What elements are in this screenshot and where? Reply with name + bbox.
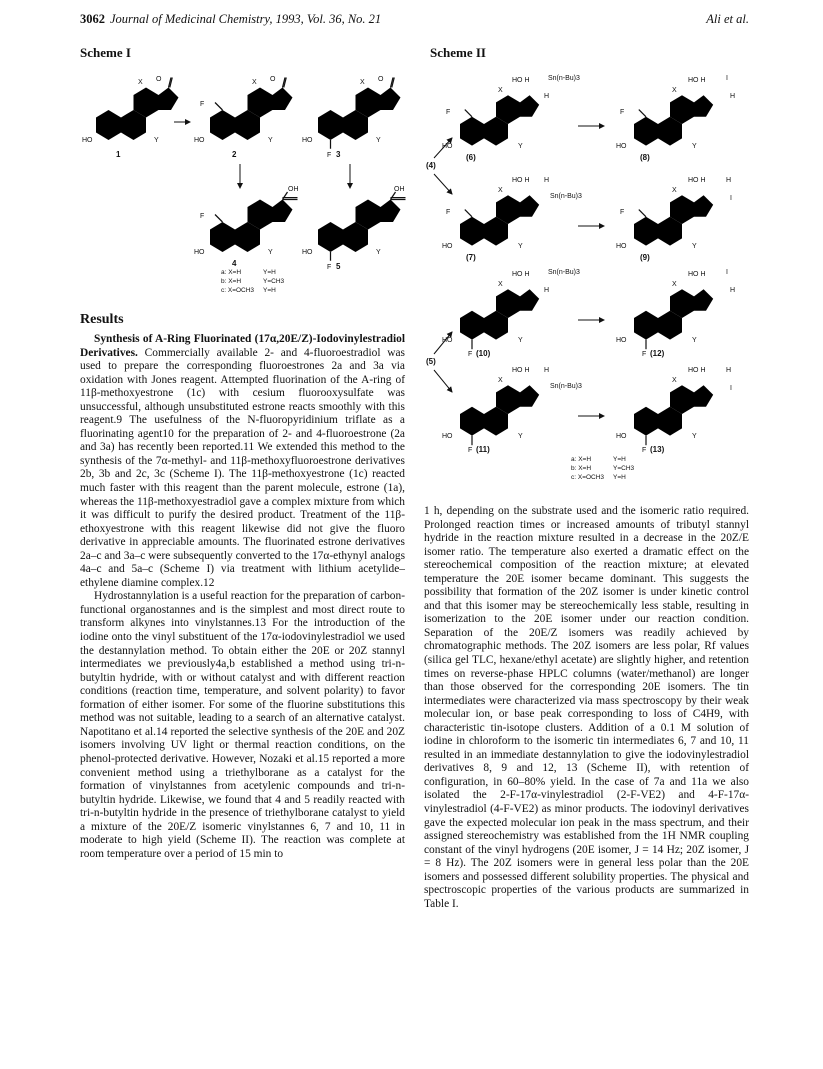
label-i: I bbox=[730, 385, 732, 392]
label-i: I bbox=[726, 269, 728, 276]
label-y: Y bbox=[692, 433, 697, 440]
label-y: Y bbox=[518, 337, 523, 344]
label-sn: Sn(n-Bu)3 bbox=[548, 75, 580, 82]
label-y: Y bbox=[518, 243, 523, 250]
starting-5: (5) bbox=[426, 357, 436, 366]
scheme-1-title: Scheme I bbox=[80, 45, 131, 60]
label-f: F bbox=[327, 264, 332, 271]
label-hoh: HO H bbox=[512, 271, 530, 278]
label-y: Y bbox=[376, 249, 381, 256]
left-column bbox=[80, 333, 405, 861]
scheme-2-legend bbox=[571, 455, 634, 482]
label-f: F bbox=[642, 447, 647, 454]
label-x: X bbox=[360, 79, 365, 86]
label-hoh: HO H bbox=[512, 367, 530, 374]
legend-row: b: X=H Y=CH3 bbox=[571, 465, 635, 472]
label-h: H bbox=[544, 93, 550, 100]
label-x: X bbox=[498, 87, 503, 94]
legend-row: a: X=H Y=H bbox=[571, 456, 626, 463]
results-heading: Results bbox=[80, 312, 124, 327]
running-header bbox=[80, 8, 749, 30]
label-ho: HO bbox=[302, 137, 313, 144]
label-x: X bbox=[672, 377, 677, 384]
intermediate-6: (6) bbox=[466, 153, 476, 162]
label-o: O bbox=[270, 76, 276, 83]
label-ho: HO bbox=[442, 433, 453, 440]
label-f: F bbox=[200, 213, 205, 220]
label-y: Y bbox=[154, 137, 159, 144]
label-f: F bbox=[446, 109, 451, 116]
label-h: H bbox=[730, 287, 736, 294]
label-y: Y bbox=[268, 137, 273, 144]
label-i: I bbox=[726, 75, 728, 82]
label-f: F bbox=[200, 101, 205, 108]
label-f: F bbox=[446, 209, 451, 216]
label-y: Y bbox=[692, 243, 697, 250]
scheme-1-diagram bbox=[82, 60, 412, 271]
label-f: F bbox=[620, 109, 625, 116]
right-column bbox=[424, 505, 749, 911]
product-13: (13) bbox=[650, 445, 665, 454]
label-oh: OH bbox=[288, 186, 299, 193]
legend-row: c: X=OCH3 Y=H bbox=[571, 474, 626, 481]
label-h: H bbox=[726, 177, 732, 184]
compound-3: 3 bbox=[336, 150, 341, 159]
label-ho: HO bbox=[302, 249, 313, 256]
label-ho: HO bbox=[194, 249, 205, 256]
legend-row: c: X=OCH3 Y=H bbox=[221, 287, 276, 294]
legend-row: b: X=H Y=CH3 bbox=[221, 278, 285, 285]
label-x: X bbox=[672, 281, 677, 288]
label-h: H bbox=[544, 367, 550, 374]
label-hoh: HO H bbox=[512, 177, 530, 184]
label-y: Y bbox=[518, 433, 523, 440]
label-h: H bbox=[730, 93, 736, 100]
label-h: H bbox=[544, 287, 550, 294]
label-x: X bbox=[252, 79, 257, 86]
starting-4: (4) bbox=[426, 161, 436, 170]
intermediate-11: (11) bbox=[476, 445, 490, 454]
label-x: X bbox=[672, 87, 677, 94]
label-ho: HO bbox=[616, 243, 627, 250]
paragraph: Hydrostannylation is a useful reaction for the preparation of carbon-functional organostannes and is the simplest and most direct route to transform alkynes into vinylstannes.13 For the introduction of the iodine onto the vinyl substituent of the 17α-iodovinylestradiol we used the destannylation method. To obtain either the 20E or 20Z stannyl intermediates we previously4a,b established a method using tri-n-butyltin hydride, with or without catalyst and with different reaction conditions (reaction time, temperature, and solvent polarity) to favor formation of either isomer. For some of the fluorine substitutions this method was not suitable, leading to a search of an alternative catalyst. Napotitano et al.14 reported the selective synthesis of the 20E and 20Z isomers involving UV light or thermal reaction conditions, on the phenol-protected derivative. However, Nozaki et al.15 reported a more convenient method using a triethylborane as a catalyst for the formation of vinylstannes from acetylenic compounds and tri-n-butyltin hydride. Likewise, we found that 4 and 5 readily reacted with tri-n-butyltin hydride in the presence of triethylborane catalyst to yield a mixture of the 20E/Z isomeric vinylstannes 6, 7 and 10, 11 in moderate to high yield (Scheme II). The reaction was complete at room temperature over a period of 15 min to bbox=[80, 590, 405, 860]
label-hoh: HO H bbox=[512, 77, 530, 84]
label-hoh: HO H bbox=[688, 177, 706, 184]
label-x: X bbox=[138, 79, 143, 86]
label-hoh: HO H bbox=[688, 271, 706, 278]
scheme-2-diagram bbox=[420, 60, 750, 490]
paragraph: 1 h, depending on the substrate used and the isomeric ratio required. Prolonged reaction times or increased amounts of tributyl stannyl hydride in the reaction mixture resulted in a decrease in the 20Z/E isomer ratio. The temperature also exerted a dramatic effect on the stereochemical composition of the reaction mixture; at elevated temperature the 20E isomer became dominant. This suggests the possibility that formation of the 20Z isomer is under kinetic control and that this isomer may be stereochemically less stable, resulting in isomerization to the 20E isomer under our reaction condition. Separation of the 20E/Z isomers was readily achieved by chromatographic methods. The 20Z isomers are less polar, Rf values (silica gel TLC, hexane/ethyl acetate) are slightly higher, and retention times on reverse-phase HPLC columns (water/methanol) are longer than those observed for the corresponding 20E isomers. The tin intermediates were characterized via mass spectroscopy by their weak molecular ion, or base peak corresponding to loss of C4H9, with characteristic tin-isotope clusters. Addition of a 0.1 M solution of iodine in chloroform to the isomeric tin intermediates 6, 7 and 10, 11 resulted in an immediate destannylation to give the iodovinylestradiol derivatives 8, 9 and 12, 13 (Scheme II), with retention of configuration, in 60–80% yield. In the case of 7a and 11a we also isolated the 2-F-17α-vinylestradiol (2-F-VE2) and 4-F-17α-vinylestradiol (4-F-VE2) as minor products. The iodovinyl derivatives gave the expected molecular ion peak in the mass spectrum, and their assigned stereochemistry was established from the 1H NMR coupling constant of the vinyl hydrogens (20E isomer, J = 14 Hz; 20Z isomer, J = 8 Hz). The 20Z isomers were in general less polar than the 20E isomers and possessed different solubility properties. The physical and spectroscopic properties of the various products are summarized in Table I. bbox=[424, 505, 749, 910]
intermediate-10: (10) bbox=[476, 349, 491, 358]
label-y: Y bbox=[376, 137, 381, 144]
product-8: (8) bbox=[640, 153, 650, 162]
label-h: H bbox=[726, 367, 732, 374]
label-ho: HO bbox=[616, 337, 627, 344]
label-ho: HO bbox=[442, 243, 453, 250]
product-12: (12) bbox=[650, 349, 665, 358]
label-ho: HO bbox=[442, 337, 453, 344]
label-hoh: HO H bbox=[688, 77, 706, 84]
journal-citation: Journal of Medicinal Chemistry, 1993, Vol. 36, No. 21 bbox=[110, 12, 382, 26]
label-f: F bbox=[620, 209, 625, 216]
label-ho: HO bbox=[616, 433, 627, 440]
label-ho: HO bbox=[442, 143, 453, 150]
label-y: Y bbox=[692, 143, 697, 150]
legend-row: a: X=H Y=H bbox=[221, 269, 276, 276]
label-x: X bbox=[498, 377, 503, 384]
label-f: F bbox=[327, 152, 332, 159]
label-f: F bbox=[468, 351, 473, 358]
compound-5: 5 bbox=[336, 262, 341, 271]
label-ho: HO bbox=[82, 137, 93, 144]
label-y: Y bbox=[518, 143, 523, 150]
label-o: O bbox=[156, 76, 162, 83]
scheme-2-title: Scheme II bbox=[430, 45, 486, 60]
compound-2: 2 bbox=[232, 150, 237, 159]
label-oh: OH bbox=[394, 186, 405, 193]
label-i: I bbox=[730, 195, 732, 202]
label-ho: HO bbox=[194, 137, 205, 144]
compound-4: 4 bbox=[232, 259, 237, 268]
paragraph: Synthesis of A-Ring Fluorinated (17α,20E/Z)-Iodovinylestradiol Derivatives. Commercially available 2- and 4-fluoroestradiol was used to prepare the corresponding fluoroestrones 2a and 3a via oxidation with Jones reagent. Attempted fluorination of the A-ring of 11β-methoxyestrone (1c) with cesium fluorooxysulfate was unsuccessful, although unsubstituted estrone reacts smoothly with this reagent.9 The usefulness of the N-fluoropyridinium triflate as a fluorinating agent10 for the preparation of 2- and 4-fluoroestrone (2a and 3a) has recently been reported.11 We extended this method to the synthesis of the 7α-methyl- and 11β-methoxyfluoroestrone derivatives 2b, 3b and 2c, 3c (Scheme I). The 11β-methoxyestrone (1c) reacted much faster with this reagent than the parent molecule, estrone (1a), whereas the 11β-methoxyestradiol gave a complex mixture from which it was difficult to purify the desired product. Treatment of the 11β-ethoxyestrone with this reagent likewise did not give the fluoro derivative in appreciable amounts. The fluorinated estrone derivatives 2a–c and 3a–c were subsequently converted to the 17α-ethynyl analogs 4a–c and 5a–c (Scheme I) via treatment with lithium acetylide–ethylene diamine complex.12 bbox=[80, 333, 405, 589]
label-sn: Sn(n-Bu)3 bbox=[550, 193, 582, 200]
label-y: Y bbox=[692, 337, 697, 344]
running-authors: Ali et al. bbox=[706, 12, 749, 26]
label-sn: Sn(n-Bu)3 bbox=[548, 269, 580, 276]
page-number: 3062 bbox=[80, 12, 105, 26]
label-h: H bbox=[544, 177, 550, 184]
label-x: X bbox=[672, 187, 677, 194]
label-sn: Sn(n-Bu)3 bbox=[550, 383, 582, 390]
intermediate-7: (7) bbox=[466, 253, 476, 262]
label-ho: HO bbox=[616, 143, 627, 150]
label-x: X bbox=[498, 187, 503, 194]
label-hoh: HO H bbox=[688, 367, 706, 374]
label-f: F bbox=[642, 351, 647, 358]
label-f: F bbox=[468, 447, 473, 454]
label-x: X bbox=[498, 281, 503, 288]
product-9: (9) bbox=[640, 253, 650, 262]
compound-1: 1 bbox=[116, 150, 121, 159]
label-o: O bbox=[378, 76, 384, 83]
label-y: Y bbox=[268, 249, 273, 256]
scheme-1-legend bbox=[221, 268, 284, 295]
